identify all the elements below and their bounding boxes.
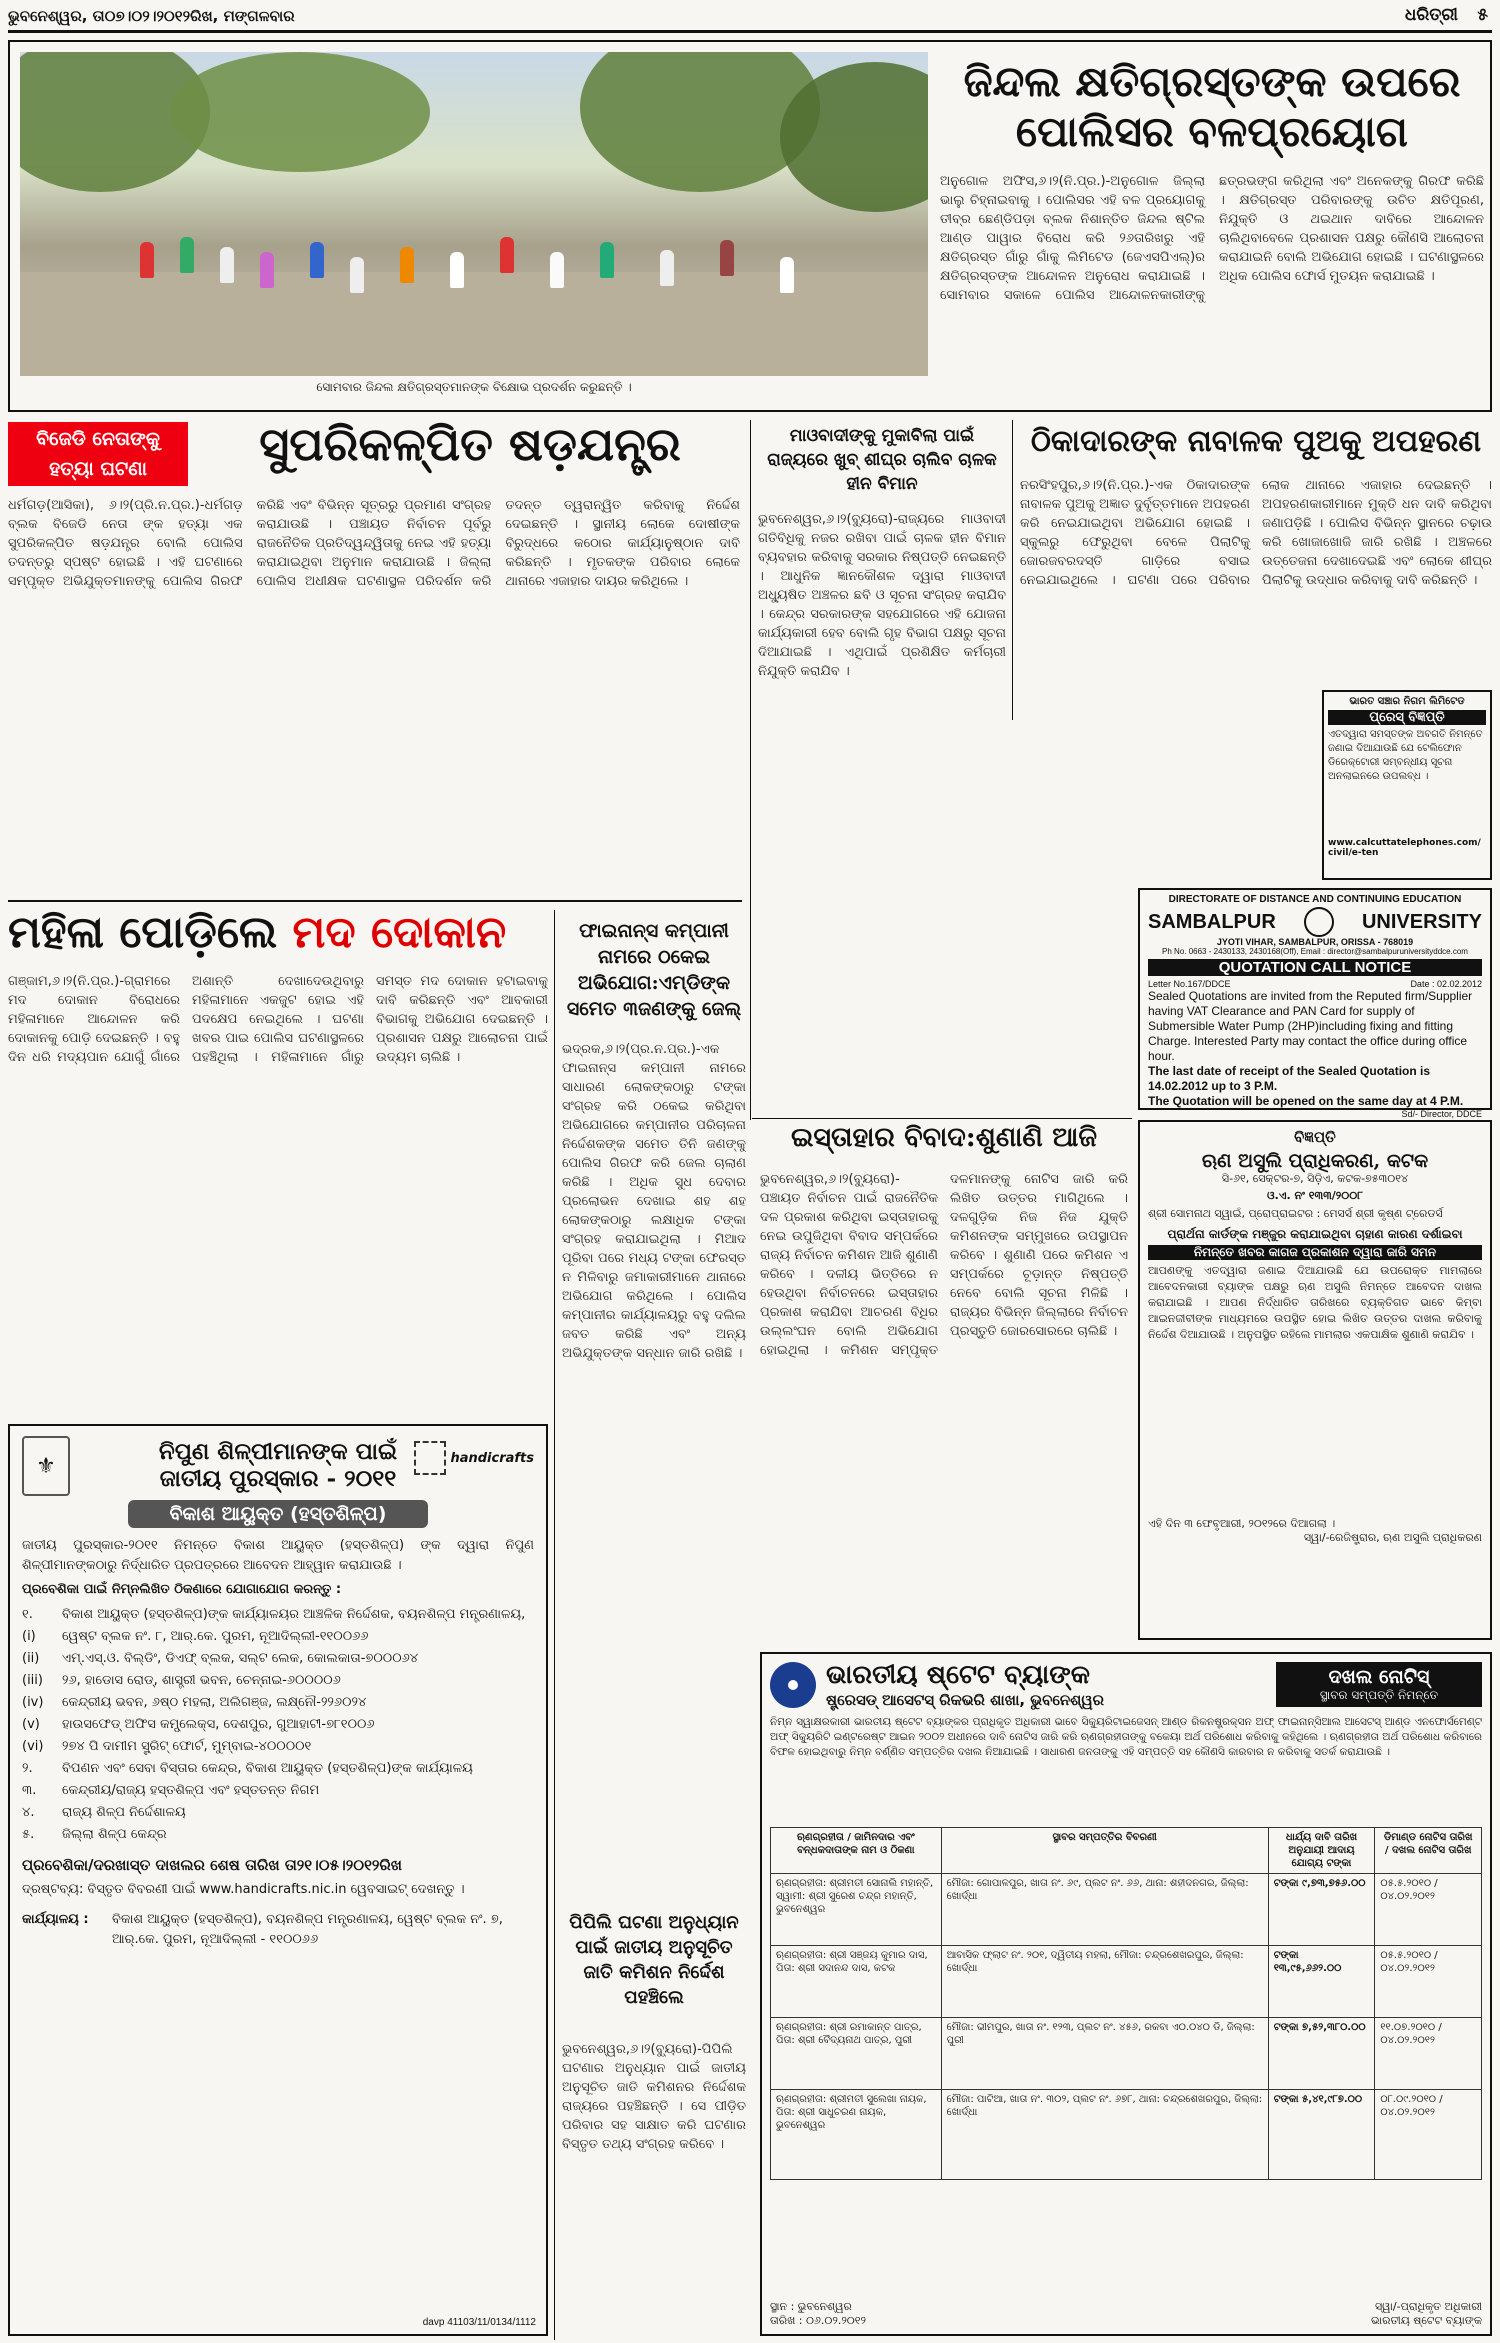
table-cell: ଆବାସିକ ଫ୍ଲାଟ ନଂ. ୨୦୧, ଦ୍ୱିତୀୟ ମହଲା, ମୌଜା: ଚନ୍ଦ୍ରଶେଖରପୁର, ଜିଲ୍ଲା: ଖୋର୍ଦ୍ଧା [941,1946,1268,2018]
debt-body: ଆପଣଙ୍କୁ ଏତଦ୍ୱାରା ଜଣାଇ ଦିଆଯାଉଛି ଯେ ଉପରୋକ୍ତ ମାମଲାରେ ଆବେଦନକାରୀ ବ୍ୟାଙ୍କ ପକ୍ଷରୁ ଋଣ ଅସୁଲି ନିମନ୍ତେ ଆବେଦନ ଦାଖଲ କରାଯାଇଛି । ଆପଣ ନିର୍ଦ୍ଧାରିତ ତାରିଖରେ ବ୍ୟକ୍ତିଗତ ଭାବେ କିମ୍ବା ଆଇନଜୀବୀଙ୍କ ମାଧ୍ୟମରେ ଉପସ୍ଥିତ ହୋଇ ଲିଖିତ ଉତ୍ତର ଦାଖଲ କରିବାକୁ ନିର୍ଦ୍ଦେଶ ଦିଆଯାଉଛି । ଅନୁପସ୍ଥିତ ରହିଲେ ମାମଲାର ଏକପାକ୍ଷିକ ଶୁଣାଣି କରାଯିବ । [1148,1264,1482,1341]
debt-notice-head: ପ୍ରାର୍ଥନା କାର୍ଡଙ୍କ ମଞ୍ଜୁର କରାଯାଇଥିବା ଚାହାଣ କାରଣ ଦର୍ଶାଇବା [1167,1227,1463,1241]
debt-org: ଋଣ ଅସୁଲି ପ୍ରାଧିକରଣ, କଟକ [1201,1150,1429,1172]
award-deadline: ପ୍ରବେଶିକା/ଦରଖାସ୍ତ ଦାଖଲର ଶେଷ ତାରିଖ ତା୨୧।୦୫।୨୦୧୨ରିଖ [22,1856,402,1874]
protester [780,257,794,293]
sbi-sign-2: ଭାରତୀୟ ଷ୍ଟେଟ ବ୍ୟାଙ୍କ [1370,2314,1482,2327]
handicrafts-logo-icon [414,1441,446,1475]
award-dept: ବିକାଶ ଆୟୁକ୍ତ (ହସ୍ତଶିଳ୍ପ) [128,1500,428,1528]
bjd-body: ଧର୍ମଗଡ଼(ଆସିକା), ୬।୨(ପ୍ରି.ନ.ପ୍ର.)-ଧର୍ମଗଡ଼ ବ୍ଲକ ବିଜେଡି ନେତା ଙ୍କ ହତ୍ୟା ଏକ ସୁପରିକଳ୍ପିତ ଷଡ଼ଯନ୍ତ୍ର ବୋଲି ପୋଲିସ ତଦନ୍ତରୁ ସ୍ପଷ୍ଟ ହୋଇଛି । ଏହି ଘଟଣାରେ ସମ୍ପୃକ୍ତ ଅଭିଯୁକ୍ତମାନଙ୍କୁ ପୋଲିସ ଗିରଫ କରିଛି ଏବଂ ବିଭିନ୍ନ ସୂତ୍ରରୁ ପ୍ରମାଣ ସଂଗ୍ରହ କରାଯାଉଛି । ପଞ୍ଚାୟତ ନିର୍ବାଚନ ପୂର୍ବରୁ ରାଜନୈତିକ ପ୍ରତିଦ୍ୱନ୍ଦ୍ୱିତାକୁ ନେଇ ଏହି ହତ୍ୟା କରାଯାଇଥିବା ଅନୁମାନ କରାଯାଉଛି । ଜିଲ୍ଲା ପୋଲିସ ଅଧୀକ୍ଷକ ଘଟଣାସ୍ଥଳ ପରିଦର୍ଶନ କରି ତଦନ୍ତ ତ୍ୱରାନ୍ୱିତ କରିବାକୁ ନିର୍ଦ୍ଦେଶ ଦେଇଛନ୍ତି । ସ୍ଥାନୀୟ ଲୋକେ ଦୋଷୀଙ୍କ ବିରୁଦ୍ଧରେ କଠୋର କାର୍ଯ୍ୟାନୁଷ୍ଠାନ ଦାବି କରିଛନ୍ତି । ମୃତକଙ୍କ ପରିବାର ଲୋକେ ଥାନାରେ ଏଜାହାର ଦାୟର କରିଥିଲେ । [8,498,740,589]
list-item: ୫. ଜିଲ୍ଲା ଶିଳ୍ପ କେନ୍ଦ୍ର [22,1827,167,1842]
protester [220,247,234,283]
handicrafts-logo [414,1438,534,1478]
table-cell: ୦୫.୫.୨୦୧୦ / ୦୪.୦୨.୨୦୧୨ [1375,1874,1482,1946]
list-item: (i) ୱେଷ୍ଟ ବ୍ଲକ ନଂ. ୮, ଆର୍.କେ. ପୁରମ, ନୂଆଦିଲ୍ଲୀ-୧୧୦୦୬୬ [22,1629,369,1644]
sambalpur-notice [1138,888,1492,1119]
finance-body: ଭଦ୍ରକ,୬।୨(ପ୍ର.ନ.ପ୍ର.)-ଏକ ଫାଇନାନ୍ସ କମ୍ପାନୀ ନାମରେ ସାଧାରଣ ଲୋକଙ୍କଠାରୁ ଟଙ୍କା ସଂଗ୍ରହ କରି ଠକେଇ କରିଥିବା ଅଭିଯୋଗରେ କମ୍ପାନୀର ପରିଚାଳନା ନିର୍ଦ୍ଦେଶକଙ୍କ ସମେତ ତିନି ଜଣଙ୍କୁ ପୋଲିସ ଗିରଫ କରି ଜେଲ ଚାଲାଣ କରିଛି । ଅଧିକ ସୁଧ ଦେବାର ପ୍ରଲୋଭନ ଦେଖାଇ ଶହ ଶହ ଲୋକଙ୍କଠାରୁ ଲକ୍ଷାଧିକ ଟଙ୍କା ସଂଗ୍ରହ କରାଯାଇଥିଲା । ମିଆଦ ପୂରିବା ପରେ ମଧ୍ୟ ଟଙ୍କା ଫେରସ୍ତ ନ ମିଳିବାରୁ ଜମାକାରୀମାନେ ଥାନାରେ ଅଭିଯୋଗ କରିଥିଲେ । ପୋଲିସ କମ୍ପାନୀର କାର୍ଯ୍ୟାଳୟରୁ ବହୁ ଦଲିଲ ଜବତ କରିଛି ଏବଂ ଅନ୍ୟ ଅଭିଯୁକ୍ତଙ୍କ ସନ୍ଧାନ ଜାରି ରଖିଛି । [562,1042,746,1361]
table-cell: ଋଣଗ୍ରହୀତା: ଶ୍ରୀ ରମାକାନ୍ତ ପାତ୍ର, ପିତା: ଶ୍ରୀ ବୈଦ୍ୟନାଥ ପାତ୍ର, ପୁରୀ [771,2018,942,2090]
list-item: ୨. ବିପଣନ ଏବଂ ସେବା ବିସ୍ତାର କେନ୍ଦ୍ର, ବିକାଶ ଆୟୁକ୍ତ (ହସ୍ତଶିଳ୍ପ)ଙ୍କ କାର୍ଯ୍ୟାଳୟ [22,1761,473,1776]
sambalpur-dept: DIRECTORATE OF DISTANCE AND CONTINUING EDUCATION [1168,894,1462,905]
list-item: (v) ହାଉସଫେଡ୍ ଅଫିସ କମ୍ପ୍ଲେକ୍ସ, ଦେଶପୁର, ଗୁଆହାଟୀ-୭୮୧୦୦୬ [22,1717,375,1732]
sambalpur-univ-left: SAMBALPUR [1148,910,1276,933]
table-cell: ଋଣଗ୍ରହୀତା: ଶ୍ରୀ ସଞ୍ଜୟ କୁମାର ଦାସ, ପିତା: ଶ୍ରୀ ସଦାନନ୍ଦ ଦାସ, କଟକ [771,1946,942,2018]
protester [600,242,614,278]
emblem-icon: ⚜ [22,1436,70,1496]
table-row [771,2090,1482,2180]
table-cell: ଟଙ୍କା ୫,୪୧,୯୮୭.୦୦ [1268,2090,1375,2180]
sambalpur-logo-icon [1304,907,1334,937]
jindal-story [8,40,1492,412]
sbi-place: ଭୁବନେଶ୍ୱର [797,2300,852,2313]
jindal-body: ଅନୁଗୋଳ ଅଫିସ,୬।୨(ନି.ପ୍ର.)-ଅନୁଗୋଳ ଜିଲ୍ଲା ଭାଲୁ ଚିହ୍ନାଇବାକୁ । ପୋଲିସର ଏହି ବଳ ପ୍ରୟୋଗକୁ ତୀବ୍ର ଛେଣ୍ଡିପଡ଼ା ବ୍ଲକ ନିଶାନ୍ତିତ ଜିନ୍ଦଲ ଷ୍ଟିଲ ଆଣ୍ଡ ପାୱାର ବିରୋଧ କରି ୨୬ତାରିଖରୁ ଏହି କ୍ଷତିଗ୍ରସ୍ତ ଗାଁରୁ ଗାଁକୁ ଲିମିଟେଡ (ଜେଏସପିଏଲ୍)ର କ୍ଷତିଗ୍ରସ୍ତଙ୍କ ଆନ୍ଦୋଳନ ଅନୁରୋଧ କରାଯାଇଛି । ସୋମବାର ସକାଳେ ପୋଲିସ ଆନ୍ଦୋଳନକାରୀଙ୍କୁ ଛତ୍ରଭଙ୍ଗ କରିଥିଲା ଏବଂ ଅନେକଙ୍କୁ ଗିରଫ କରିଛି । କ୍ଷତିଗ୍ରସ୍ତ ପରିବାରଙ୍କୁ ଉଚିତ କ୍ଷତିପୂରଣ, ନିଯୁକ୍ତି ଓ ଥଇଥାନ ଦାବିରେ ଆନ୍ଦୋଳନ ଚାଲିଥିବାବେଳେ ପ୍ରଶାସନ ପକ୍ଷରୁ କୌଣସି ଆଲୋଚନା କରାଯାଇନି ବୋଲି ଅଭିଯୋଗ ହୋଇଛି । ଘଟଣାସ୍ଥଳରେ ଅଧିକ ପୋଲିସ ଫୋର୍ସ ମୁତୟନ କରାଯାଇଛି । [940,174,1484,303]
bjd-tag-line-2: ହତ୍ୟା ଘଟଣା [49,458,147,480]
award-signoff [22,1910,534,1950]
protester [500,237,514,273]
press-ad [1322,690,1492,880]
sbi-date: ୦୬.୦୨.୨୦୧୨ [806,2314,866,2327]
finance-headline: ଫାଇନାନ୍ସ କମ୍ପାନୀ ନାମରେ ଠକେଇ ଅଭିଯୋଗ:ଏମ୍‌ଡିଙ୍କ ସମେତ ୩ଜଣଙ୍କୁ ଜେଲ୍ [566,920,742,1020]
sbi-intro: ନିମ୍ନ ସ୍ୱାକ୍ଷରକାରୀ ଭାରତୀୟ ଷ୍ଟେଟ ବ୍ୟାଙ୍କର ପ୍ରାଧିକୃତ ଅଧିକାରୀ ଭାବେ ସିକ୍ୟୁରିଟାଇଜେସନ୍ ଆଣ୍ଡ ରିକନଷ୍ଟ୍ରକ୍ସନ ଅଫ୍ ଫାଇନାନ୍ସିଆଲ ଆସେଟସ୍ ଆଣ୍ଡ ଏନଫୋର୍ସମେଣ୍ଟ ଅଫ୍ ସିକ୍ୟୁରିଟି ଇଣ୍ଟରେଷ୍ଟ ଆଇନ ୨୦୦୨ ଅଧୀନରେ ଦାବି ନୋଟିସ ଜାରି କରି ଋଣଗ୍ରହୀତାଙ୍କୁ ବକେୟା ଅର୍ଥ ପରିଶୋଧ କରିବାକୁ କହିଥିଲେ । ଋଣଗ୍ରହୀତା ଅର୍ଥ ପରିଶୋଧ କରିବାରେ ବିଫଳ ହୋଇଥିବାରୁ ନିମ୍ନ ବର୍ଣ୍ଣିତ ସମ୍ପତ୍ତିର ଦଖଲ ନିଆଯାଇଛି । ସାଧାରଣ ଜନତାଙ୍କୁ ଏହି ସମ୍ପତ୍ତି ସହ କୌଣସି କାରବାର ନ କରିବାକୁ ସତର୍କ କରାଯାଉଛି । [770,1716,1482,1758]
census-body: ଭୁବନେଶ୍ୱର,୬।୨(ବ୍ୟୁରୋ)-ପିପିଲି ଘଟଣାର ଅନୁଧ୍ୟାନ ପାଇଁ ଜାତୀୟ ଅନୁସୂଚିତ ଜାତି କମିଶନର ନିର୍ଦ୍ଦେଶକ ରାଜ୍ୟରେ ପହଞ୍ଚିଛନ୍ତି । ସେ ପୀଡ଼ିତ ପରିବାର ସହ ସାକ୍ଷାତ କରି ଘଟଣାର ବିସ୍ତୃତ ତଥ୍ୟ ସଂଗ୍ରହ କରିବେ । [562,2042,746,2152]
photo-caption: ସୋମବାର ଜିନ୍ଦଲ କ୍ଷତିଗ୍ରସ୍ତମାନଙ୍କ ବିକ୍ଷୋଭ ପ୍ରଦର୍ଶନ କରୁଛନ୍ତି । [316,380,632,394]
sambalpur-opening: The Quotation will be opened on the same day at 4 P.M. [1148,1094,1464,1108]
table-row [771,1874,1482,1946]
col-header: ଡିମାଣ୍ଡ ନୋଟିସ ତାରିଖ / ଦଖଲ ନୋଟିସ ତାରିଖ [1375,1828,1482,1874]
sbi-table [770,1827,1482,2180]
sbi-place-label: ସ୍ଥାନ : [770,2300,795,2313]
jindal-headline-1: ଜିନ୍ଦଲ କ୍ଷତିଗ୍ରସ୍ତଙ୍କ ଉପରେ [963,57,1461,106]
protester [400,247,414,283]
sbi-place-date [770,2300,866,2328]
table-cell: ମୌଜା: ଗୋପାଳପୁର, ଖାତା ନଂ. ୬୯, ପ୍ଲଟ ନଂ. ୬୬, ଥାନା: ଶହୀଦନଗର, ଜିଲ୍ଲା: ଖୋର୍ଦ୍ଧା [941,1874,1268,1946]
debt-title: ବିଜ୍ଞପ୍ତି [1294,1128,1336,1146]
campaign-body: ଭୁବନେଶ୍ୱର,୬।୨(ବ୍ୟୁରୋ)-ପଞ୍ଚାୟତ ନିର୍ବାଚନ ପାଇଁ ରାଜନୈତିକ ଦଳ ପ୍ରକାଶ କରିଥିବା ଇସ୍ତାହାରକୁ ନେଇ ଉପୁଜିଥିବା ବିବାଦ ସମ୍ପର୍କରେ ରାଜ୍ୟ ନିର୍ବାଚନ କମିଶନ ଆଜି ଶୁଣାଣି କରିବେ । ଦଳୀୟ ଭିତ୍ତିରେ ନ ହେଉଥିବା ନିର୍ବାଚନରେ ଇସ୍ତାହାର ପ୍ରକାଶ କରାଯିବା ଆଚରଣ ବିଧିର ଉଲ୍ଲଂଘନ ବୋଲି ଅଭିଯୋଗ ହୋଇଥିଲା । କମିଶନ ସମ୍ପୃକ୍ତ ଦଳମାନଙ୍କୁ ନୋଟିସ ଜାରି କରି ଲିଖିତ ଉତ୍ତର ମାଗିଥିଲେ । ଦଳଗୁଡ଼ିକ ନିଜ ନିଜ ଯୁକ୍ତି କମିଶନଙ୍କ ସମ୍ମୁଖରେ ଉପସ୍ଥାପନ କରିବେ । ଶୁଣାଣି ପରେ କମିଶନ ଏ ସମ୍ପର୍କରେ ଚୂଡ଼ାନ୍ତ ନିଷ୍ପତ୍ତି ନେବେ ବୋଲି ସୂଚନା ମିଳିଛି । ରାଜ୍ୟର ବିଭିନ୍ନ ଜିଲ୍ଲାରେ ନିର୍ବାଚନ ପ୍ରସ୍ତୁତି ଜୋରସୋରରେ ଚାଲିଛି । [760,1172,1128,1358]
protester [260,252,274,288]
sambalpur-notice-title: QUOTATION CALL NOTICE [1148,959,1482,976]
sbi-tag [1276,1662,1482,1707]
table-cell: ମୌଜା: ଭୀମପୁର, ଖାତା ନଂ. ୧୨୩, ପ୍ଲଟ ନଂ. ୪୫୬, ରକବା ଏ୦.୦୪୦ ଡି, ଜିଲ୍ଲା: ପୁରୀ [941,2018,1268,2090]
masthead-paper-name: ଧରିତ୍ରୀ [1404,5,1458,25]
press-ad-org: ଭାରତ ସଞ୍ଚାର ନିଗମ ଲିମିଟେଡ [1349,696,1465,707]
sambalpur-address: JYOTI VIHAR, SAMBALPUR, ORISSA - 768019 [1216,937,1414,947]
debt-address: ସି-୬୧, ସେକ୍ଟର-୭, ସିଡ଼ିଏ, କଟକ-୭୫୩୦୧୪ [1221,1172,1409,1185]
protester [450,252,464,288]
masthead-page-number: ୫ [1477,5,1488,25]
list-item: (vi) ୨୭୪ ପି ଦାମୀମ ସ୍ଟ୍ରିଟ୍ ଫୋର୍ଟ, ମୁମ୍ବାଇ-୪୦୦୦୦୧ [22,1739,312,1754]
sambalpur-date: Date : 02.02.2012 [1410,979,1482,989]
sambalpur-univ [1148,907,1482,937]
tree [170,52,430,172]
table-cell: ମୌଜା: ପାଟିଆ, ଖାତା ନଂ. ୩୦୨, ପ୍ଲଟ ନଂ. ୬୭୮, ଥାନା: ଚନ୍ଦ୍ରଶେଖରପୁର, ଜିଲ୍ଲା: ଖୋର୍ଦ୍ଧା [941,2090,1268,2180]
table-cell: ଟଙ୍କା ୧୩,୯୫,୬୬୨.୦୦ [1268,1946,1375,2018]
table-cell: ଋଣଗ୍ରହୀତା: ଶ୍ରୀମତୀ ସୁଲେଖା ନାୟକ, ପିତା: ଶ୍ରୀ ସାଧୁଚରଣ ନାୟକ, ଭୁବନେଶ୍ୱର [771,2090,942,2180]
list-item: ୪. ରାଜ୍ୟ ଶିଳ୍ପ ନିର୍ଦ୍ଦେଶାଳୟ [22,1805,186,1820]
kidnap-headline: ଠିକାଦାରଙ୍କ ନାବାଳକ ପୁଅକୁ ଅପହରଣ [1030,424,1482,459]
handicrafts-logo-text: handicrafts [450,1450,534,1466]
award-note: ଦ୍ରଷ୍ଟବ୍ୟ: ବିସ୍ତୃତ ବିବରଣୀ ପାଇଁ www.handicrafts.nic.in ୱେବସାଇଟ୍ ଦେଖନ୍ତୁ । [22,1882,465,1897]
table-cell: ୦୮.୦୯.୨୦୧୦ / ୦୪.୦୨.୨୦୧୨ [1375,2090,1482,2180]
sbi-notice [760,1652,1492,2336]
woman-headline-black: ମହିଳା ପୋଡ଼ିଲେ [8,907,278,958]
protester [720,240,734,276]
award-signoff-text: ବିକାଶ ଆୟୁକ୍ତ (ହସ୍ତଶିଳ୍ପ), ବୟନଶିଳ୍ପ ମନ୍ତ୍ରଣାଳୟ, ୱେଷ୍ଟ ବ୍ଲକ ନଂ. ୭, ଆର୍.କେ. ପୁରମ, ନୂଆଦିଲ୍ଲୀ - ୧୧୦୦୬୬ [112,1912,503,1947]
table-row [771,2018,1482,2090]
press-ad-title: ପ୍ରେସ୍ ବିଜ୍ଞପ୍ତି [1328,710,1486,725]
kidnap-body: ନରସିଂହପୁର,୬।୨(ନି.ପ୍ର.)-ଏକ ଠିକାଦାରଙ୍କ ନାବାଳକ ପୁଅକୁ ଅଜ୍ଞାତ ଦୁର୍ବୃତ୍ତମାନେ ଅପହରଣ କରି ନେଇଯାଇଥିବା ଅଭିଯୋଗ ହୋଇଛି । ସ୍କୁଲରୁ ଫେରୁଥିବା ବେଳେ ପିଲାଟିକୁ ଜୋରଜବରଦସ୍ତି ଗାଡ଼ିରେ ବସାଇ ନେଇଯାଇଥିଲେ । ଘଟଣା ପରେ ପରିବାର ଲୋକ ଥାନାରେ ଏଜାହାର ଦେଇଛନ୍ତି । ଅପହରଣକାରୀମାନେ ମୁକ୍ତି ଧନ ଦାବି କରିଥିବା ଜଣାପଡ଼ିଛି । ପୋଲିସ ବିଭିନ୍ନ ସ୍ଥାନରେ ଚଢ଼ାଉ କରି ଖୋଜାଖୋଜି ଜାରି ରଖିଛି । ଅଞ୍ଚଳରେ ଉତ୍ତେଜନା ଦେଖାଦେଇଛି ଏବଂ ଲୋକେ ଶୀଘ୍ର ପିଲାଟିକୁ ଉଦ୍ଧାର କରିବାକୁ ଦାବି କରିଛନ୍ତି । [1020,478,1492,588]
debt-notice [1138,1120,1492,1640]
bjd-headline: ସୁପରିକଳ୍ପିତ ଷଡ଼ଯନ୍ତ୍ର [259,417,681,471]
column-rule [752,1118,1132,1119]
sambalpur-univ-right: UNIVERSITY [1361,910,1482,933]
maoist-body: ଭୁବନେଶ୍ୱର,୬।୨(ବ୍ୟୁରୋ)-ରାଜ୍ୟରେ ମାଓବାଦୀ ଗତିବିଧିକୁ ନଜର ରଖିବା ପାଇଁ ଚାଳକ ହୀନ ବିମାନ ବ୍ୟବହାର କରିବାକୁ ସରକାର ନିଷ୍ପତ୍ତି ନେଇଛନ୍ତି । ଆଧୁନିକ ଜ୍ଞାନକୌଶଳ ଦ୍ୱାରା ମାଓବାଦୀ ଅଧ୍ୟୁଷିତ ଅଞ୍ଚଳର ଛବି ଓ ସୂଚନା ସଂଗ୍ରହ କରାଯିବ । କେନ୍ଦ୍ର ସରକାରଙ୍କ ସହଯୋଗରେ ଏହି ଯୋଜନା କାର୍ଯ୍ୟକାରୀ ହେବ ବୋଲି ଗୃହ ବିଭାଗ ପକ୍ଷରୁ ସୂଚନା ଦିଆଯାଇଛି । ଏଥିପାଇଁ ପ୍ରଶିକ୍ଷିତ କର୍ମଚାରୀ ନିଯୁକ୍ତି କରାଯିବ । [758,512,1006,679]
table-header-row [771,1828,1482,1874]
press-ad-url: www.calcuttatelephones.com/civil/e-ten [1328,838,1481,858]
debt-parties: ଶ୍ରୀ ସୋମନାଥ ସ୍ୱାଇଁ, ପ୍ରୋପ୍ରାଇଟର : ମେସର୍ସ ଶ୍ରୀ କୃଷ୍ଣ ଟ୍ରେଡର୍ସ [1148,1207,1443,1220]
divider [8,900,742,902]
list-item: (iv) କେନ୍ଦ୍ରୀୟ ଭବନ, ୬ଷ୍ଠ ମହଲା, ଅଲିଗଞ୍ଜ, ଲକ୍ଷ୍ନୌ-୨୨୬୦୨୪ [22,1695,367,1710]
list-item: ୩. କେନ୍ଦ୍ରୀୟ/ରାଜ୍ୟ ହସ୍ତଶିଳ୍ପ ଏବଂ ହସ୍ତତନ୍ତ ନିଗମ [22,1783,320,1798]
sambalpur-body: Sealed Quotations are invited from the Reputed firm/Supplier having VAT Clearance and PAN Card for supply of Submersible Water Pump (2HP)including fixing and fitting Charge. Interested Party may contact the office during office hour. [1148,989,1473,1063]
col-header: ଧାର୍ଯ୍ୟ ଦାବି ତାରିଖ ଅନୁଯାୟୀ ଆଦାୟ ଯୋଗ୍ୟ ଟଙ୍କା [1268,1828,1375,1874]
award-sub-intro: ପ୍ରବେଶିକା ପାଇଁ ନିମ୍ନଲିଖିତ ଠିକଣାରେ ଯୋଗାଯୋଗ କରନ୍ତୁ : [22,1582,342,1597]
jindal-headline-2: ପୋଲିସର ବଳପ୍ରୟୋଗ [1015,107,1409,156]
award-signoff-label: କାର୍ଯ୍ୟାଳୟ : [22,1912,89,1927]
column-rule [554,910,555,2340]
sambalpur-meta [1148,979,1482,989]
sbi-title-block [826,1660,1266,1709]
table-cell: ୦୫.୫.୨୦୧୦ / ୦୪.୦୨.୨୦୧୨ [1375,1946,1482,2018]
table-row [771,1946,1482,2018]
column-rule [1012,420,1013,720]
woman-headline-red: ମଦ ଦୋକାନ [292,907,507,958]
protester [350,257,364,293]
bjd-tag-line-1: ବିଜେଡି ନେତାଙ୍କୁ [36,428,160,450]
sambalpur-last-date: The last date of receipt of the Sealed Quotation is 14.02.2012 up to 3 P.M. [1148,1064,1431,1093]
column-rule [750,420,751,1120]
debt-sub-head: ନିମନ୍ତେ ଖବର କାଗଜ ପ୍ରକାଶନ ଦ୍ୱାରା ଜାରି ସମନ [1148,1245,1482,1260]
award-intro: ଜାତୀୟ ପୁରସ୍କାର-୨୦୧୧ ନିମନ୍ତେ ବିକାଶ ଆୟୁକ୍ତ (ହସ୍ତଶିଳ୍ପ) ଙ୍କ ଦ୍ୱାରା ନିପୁଣ ଶିଳ୍ପୀମାନଙ୍କଠାରୁ ନିର୍ଦ୍ଧାରିତ ପ୍ରପତ୍ରରେ ଆବେଦନ ଆହ୍ୱାନ କରାଯାଉଛି । [22,1538,534,1573]
protester [140,242,154,278]
sbi-name: ଭାରତୀୟ ଷ୍ଟେଟ ବ୍ୟାଙ୍କ [826,1660,1090,1690]
list-item: ୧. ବିକାଶ ଆୟୁକ୍ତ (ହସ୍ତଶିଳ୍ପ)ଙ୍କ କାର୍ଯ୍ୟାଳୟର ଆଞ୍ଚଳିକ ନିର୍ଦ୍ଦେଶକ, ବୟନଶିଳ୍ପ ମନ୍ତ୍ରଣାଳୟ, [22,1607,526,1622]
sbi-tag-sub: ସ୍ଥାବର ସମ୍ପତ୍ତି ନିମନ୍ତେ [1319,1688,1439,1702]
press-ad-body: ଏତଦ୍ୱାରା ସମସ୍ତଙ୍କ ଅବଗତି ନିମନ୍ତେ ଜଣାଇ ଦିଆଯାଉଛି ଯେ ଟେଲିଫୋନ ଡିରେକ୍ଟୋରୀ ସମ୍ବନ୍ଧୀୟ ସୂଚନା ଅନଲାଇନରେ ଉପଲବ୍ଧ । [1328,729,1483,782]
sambalpur-contact: Ph No. 0663 - 2430133, 2430168(Off), Email : director@sambalpuruniversityddce.com [1162,947,1468,956]
masthead-rule [8,30,1492,33]
sbi-sign-1: ସ୍ୱା/-ପ୍ରାଧିକୃତ ଅଧିକାରୀ [1374,2300,1482,2313]
debt-date-line: ଏହି ଦିନ ୩ ଫେବୃଆରୀ, ୨୦୧୨ରେ ଦିଆଗଲା । [1148,1517,1336,1530]
list-item: (iii) ୨୬, ହାଡୋସ ରୋଡ୍, ଶାସ୍ତ୍ରୀ ଭବନ, ଚେନ୍ନାଇ-୬୦୦୦୦୬ [22,1673,341,1688]
protest-photo [20,52,928,376]
sambalpur-sign: Sd/- Director, DDCE [1401,1109,1482,1119]
col-header: ସ୍ଥାବର ସମ୍ପତ୍ତିର ବିବରଣୀ [941,1828,1268,1874]
sbi-signature [1371,2300,1482,2328]
debt-case-no: ଓ.ଏ. ନଂ ୧୩୩/୨୦୦୮ [1267,1189,1363,1202]
award-subtitle: ଜାତୀୟ ପୁରସ୍କାର - ୨୦୧୧ [159,1465,397,1492]
maoist-headline: ମାଓବାଦୀଙ୍କୁ ମୁକାବିଲା ପାଇଁ ରାଜ୍ୟରେ ଖୁବ୍ ଶୀଘ୍ର ଚାଲିବ ଚାଳକ ହୀନ ବିମାନ [767,426,997,494]
census-headline: ପିପିଲି ଘଟଣା ଅନୁଧ୍ୟାନ ପାଇଁ ଜାତୀୟ ଅନୁସୂଚିତ ଜାତି କମିଶନ ନିର୍ଦ୍ଦେଶ ପହଞ୍ଚିଲେ [569,1912,739,2008]
sambalpur-letter-no: Letter No.167/DDCE [1148,979,1231,989]
award-address-list [22,1604,534,1846]
list-item: (ii) ଏମ୍.ଏସ୍.ଓ. ବିଲ୍ଡିଂ, ଡିଏଫ୍ ବ୍ଲକ, ସଲ୍ଟ ଲେକ, କୋଲକାତା-୭୦୦୦୬୪ [22,1651,419,1666]
col-header: ଋଣଗ୍ରହୀତା / ଜାମିନଦାର ଏବଂ ବନ୍ଧକଦାତାଙ୍କ ନାମ ଓ ଠିକଣା [771,1828,942,1874]
campaign-headline: ଇସ୍ତାହାର ବିବାଦ:ଶୁଣାଣି ଆଜି [790,1122,1098,1153]
sbi-header [770,1660,1482,1709]
woman-body: ଗଞ୍ଜାମ,୬।୨(ନି.ପ୍ର.)-ଗ୍ରାମରେ ମଦ ଦୋକାନ ବିରୋଧରେ ମହିଳାମାନେ ଆନ୍ଦୋଳନ କରି ଦୋକାନକୁ ପୋଡ଼ି ଦେଇଛନ୍ତି । ବହୁ ଦିନ ଧରି ମଦ୍ୟପାନ ଯୋଗୁଁ ଗାଁରେ ଅଶାନ୍ତି ଦେଖାଦେଉଥିବାରୁ ମହିଳାମାନେ ଏକଜୁଟ ହୋଇ ଏହି ପଦକ୍ଷେପ ନେଇଥିଲେ । ଘଟଣା ଖବର ପାଇ ପୋଲିସ ଘଟଣାସ୍ଥଳରେ ପହଞ୍ଚିଥିଲା । ମହିଳାମାନେ ଗାଁରୁ ସମସ୍ତ ମଦ ଦୋକାନ ହଟାଇବାକୁ ଦାବି କରିଛନ୍ତି ଏବଂ ଆବକାରୀ ବିଭାଗକୁ ଅଭିଯୋଗ ଦେଇଛନ୍ତି । ପ୍ରଶାସନ ପକ୍ଷରୁ ଆଲୋଚନା ପାଇଁ ଉଦ୍ୟମ ଚାଲିଛି । [8,974,548,1065]
table-cell: ଋଣଗ୍ରହୀତା: ଶ୍ରୀମତୀ ସୋନାଲି ମହାନ୍ତି, ସ୍ୱାମୀ: ଶ୍ରୀ ସୁରେଶ ଚନ୍ଦ୍ର ମହାନ୍ତି, ଭୁବନେଶ୍ୱର [771,1874,942,1946]
bjd-tag [8,422,188,486]
masthead-date: ଭୁବନେଶ୍ୱର, ତା୦୭।୦୨।୨୦୧୨ରିଖ, ମଙ୍ଗଳବାର [8,7,295,25]
sbi-branch: ଷ୍ଟ୍ରେସଡ୍ ଆସେଟସ୍ ରିକଭରି ଶାଖା, ଭୁବନେଶ୍ୱର [826,1691,1105,1709]
sbi-logo-icon [770,1662,816,1708]
protester [660,250,674,286]
award-ad [8,1424,548,2336]
table-cell: ଟଙ୍କା ୯,୭୩,୭୫୬.୦୦ [1268,1874,1375,1946]
table-cell: ୧୧.୦୭.୨୦୧୦ / ୦୪.୦୨.୨୦୧୨ [1375,2018,1482,2090]
woman-headline [8,907,548,958]
sbi-footer [770,2300,1482,2328]
protester [550,252,564,288]
award-code: davp 41103/11/0134/1112 [422,2317,536,2328]
award-title: ନିପୁଣ ଶିଳ୍ପୀମାନଙ୍କ ପାଇଁ [158,1438,398,1465]
debt-sign: ସ୍ୱା/-ରେଜିଷ୍ଟ୍ରାର, ଋଣ ଅସୁଲି ପ୍ରାଧିକରଣ [1303,1531,1482,1544]
protester [310,242,324,278]
sbi-date-label: ତାରିଖ : [770,2314,803,2327]
protester [180,237,194,273]
table-cell: ଟଙ୍କା ୭,୫୨,୩୮୦.୦୦ [1268,2018,1375,2090]
sbi-tag-title: ଦଖଲ ନୋଟିସ୍ [1328,1666,1430,1688]
masthead [8,4,1492,30]
